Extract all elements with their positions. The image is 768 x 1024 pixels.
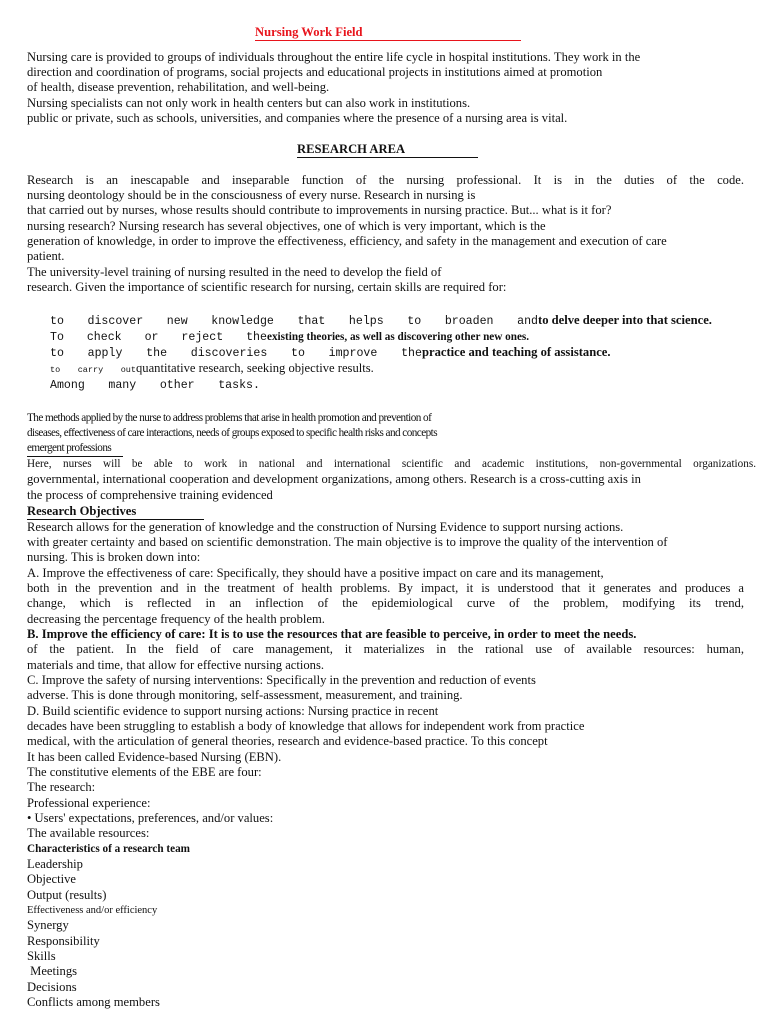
- team-item: Objective: [27, 872, 76, 886]
- objective-line: nursing. This is broken down into:: [27, 550, 201, 564]
- objective-b-line: B. Improve the efficiency of care: It is to use the resources that are feasible to perceive, in order to meet the needs.: [27, 627, 637, 641]
- objective-line: both in the prevention and in the treatment of health problems. By impact, it is understood that it generates and produces a: [27, 581, 744, 595]
- methods-line: The methods applied by the nurse to address problems that arise in health promotion and prevention of: [27, 412, 432, 424]
- research-line: that carried out by nurses, whose results should contribute to improvements in nursing practice. But... what is it for?: [27, 203, 612, 217]
- intro-line: Nursing care is provided to groups of individuals throughout the entire life cycle in hospital institutions. They work in the: [27, 50, 641, 64]
- team-item: Output (results): [27, 888, 107, 902]
- objective-line: decreasing the percentage frequency of the health problem.: [27, 612, 325, 626]
- objective-line: The available resources:: [27, 826, 150, 840]
- objective-line: Research allows for the generation of knowledge and the construction of Nursing Evidence to support nursing actions.: [27, 520, 624, 534]
- objective-line: medical, with the articulation of general theories, research and evidence-based practice. To this concept: [27, 734, 548, 748]
- team-item: Conflicts among members: [27, 995, 160, 1009]
- team-item: Meetings: [27, 964, 78, 978]
- objective-line: materials and time, that allow for effective nursing actions.: [27, 658, 325, 672]
- research-line: patient.: [27, 249, 65, 263]
- methods-line: emergent professions: [27, 441, 744, 457]
- team-item: Leadership: [27, 857, 83, 871]
- here-cont-line: the process of comprehensive training evidenced: [27, 488, 273, 502]
- research-line: research. Given the importance of scientific research for nursing, certain skills are required for:: [27, 280, 507, 294]
- team-item: Decisions: [27, 980, 77, 994]
- objective-line: The constitutive elements of the EBE are four:: [27, 765, 262, 779]
- objective-line: C. Improve the safety of nursing interventions: Specifically in the prevention and reduction of events: [27, 673, 536, 687]
- skill-item: Among many other tasks.: [50, 379, 260, 392]
- intro-line: of health, disease prevention, rehabilitation, and well-being.: [27, 80, 330, 94]
- research-line: The university-level training of nursing resulted in the need to develop the field of: [27, 265, 442, 279]
- intro-line: Nursing specialists can not only work in health centers but can also work in institutions.: [27, 96, 471, 110]
- research-line: nursing research? Nursing research has several objectives, one of which is very important, which is the: [27, 219, 546, 233]
- objective-line: A. Improve the effectiveness of care: Specifically, they should have a positive impact on care and its management,: [27, 566, 604, 580]
- team-heading: Characteristics of a research team: [27, 843, 190, 855]
- team-item: Synergy: [27, 918, 69, 932]
- research-line: generation of knowledge, in order to improve the effectiveness, efficiency, and safety in the management and execution of care: [27, 234, 667, 248]
- objective-line: change, which is reflected in an inflection of the epidemiological curve of the problem, modifying its trend,: [27, 596, 744, 610]
- objective-line: Professional experience:: [27, 796, 151, 810]
- here-cont-line: governmental, international cooperation and development organizations, among others. Research is a cross-cutting axis in: [27, 472, 641, 486]
- research-line: Research is an inescapable and inseparable function of the nursing professional. It is in the duties of the code.: [27, 173, 744, 187]
- objective-line: decades have been struggling to establish a body of knowledge that allows for independent work from practice: [27, 719, 585, 733]
- research-line: nursing deontology should be in the consciousness of every nurse. Research in nursing is: [27, 188, 476, 202]
- team-item: Skills: [27, 949, 56, 963]
- research-area-heading: RESEARCH AREA: [297, 142, 478, 158]
- skill-item: to apply the discoveries to improve the practice and teaching of assistance.: [50, 345, 611, 360]
- objective-line: of the patient. In the field of care management, it materializes in the rational use of available resources: human,: [27, 642, 744, 656]
- intro-line: public or private, such as schools, universities, and companies where the presence of a nursing area is vital.: [27, 111, 568, 125]
- team-item: Effectiveness and/or efficiency: [27, 905, 158, 916]
- skill-item: to carry out quantitative research, seeking objective results.: [50, 361, 374, 375]
- page-title: Nursing Work Field: [255, 25, 521, 41]
- objective-line: adverse. This is done through monitoring, self-assessment, measurement, and training.: [27, 688, 463, 702]
- objective-line: It has been called Evidence-based Nursing (EBN).: [27, 750, 282, 764]
- team-item: Responsibility: [27, 934, 100, 948]
- objectives-heading: Research Objectives: [27, 504, 744, 520]
- objective-line: with greater certainty and based on scientific demonstration. The main objective is to improve the quality of the intervention of: [27, 535, 668, 549]
- here-line: Here, nurses will be able to work in national and international scientific and academic institutions, non-governmental organizations.: [27, 458, 756, 470]
- objective-line: The research:: [27, 780, 96, 794]
- objective-line: • Users' expectations, preferences, and/or values:: [27, 811, 274, 825]
- methods-line: diseases, effectiveness of care interactions, needs of groups exposed to specific health risks and concepts: [27, 427, 438, 439]
- intro-line: direction and coordination of programs, social projects and educational projects in institutions aimed at promotion: [27, 65, 603, 79]
- skill-item: to discover new knowledge that helps to broaden and to delve deeper into that science.: [50, 313, 712, 328]
- skill-item: To check or reject the existing theories, as well as discovering other new ones.: [50, 331, 530, 344]
- objective-line: D. Build scientific evidence to support nursing actions: Nursing practice in recent: [27, 704, 439, 718]
